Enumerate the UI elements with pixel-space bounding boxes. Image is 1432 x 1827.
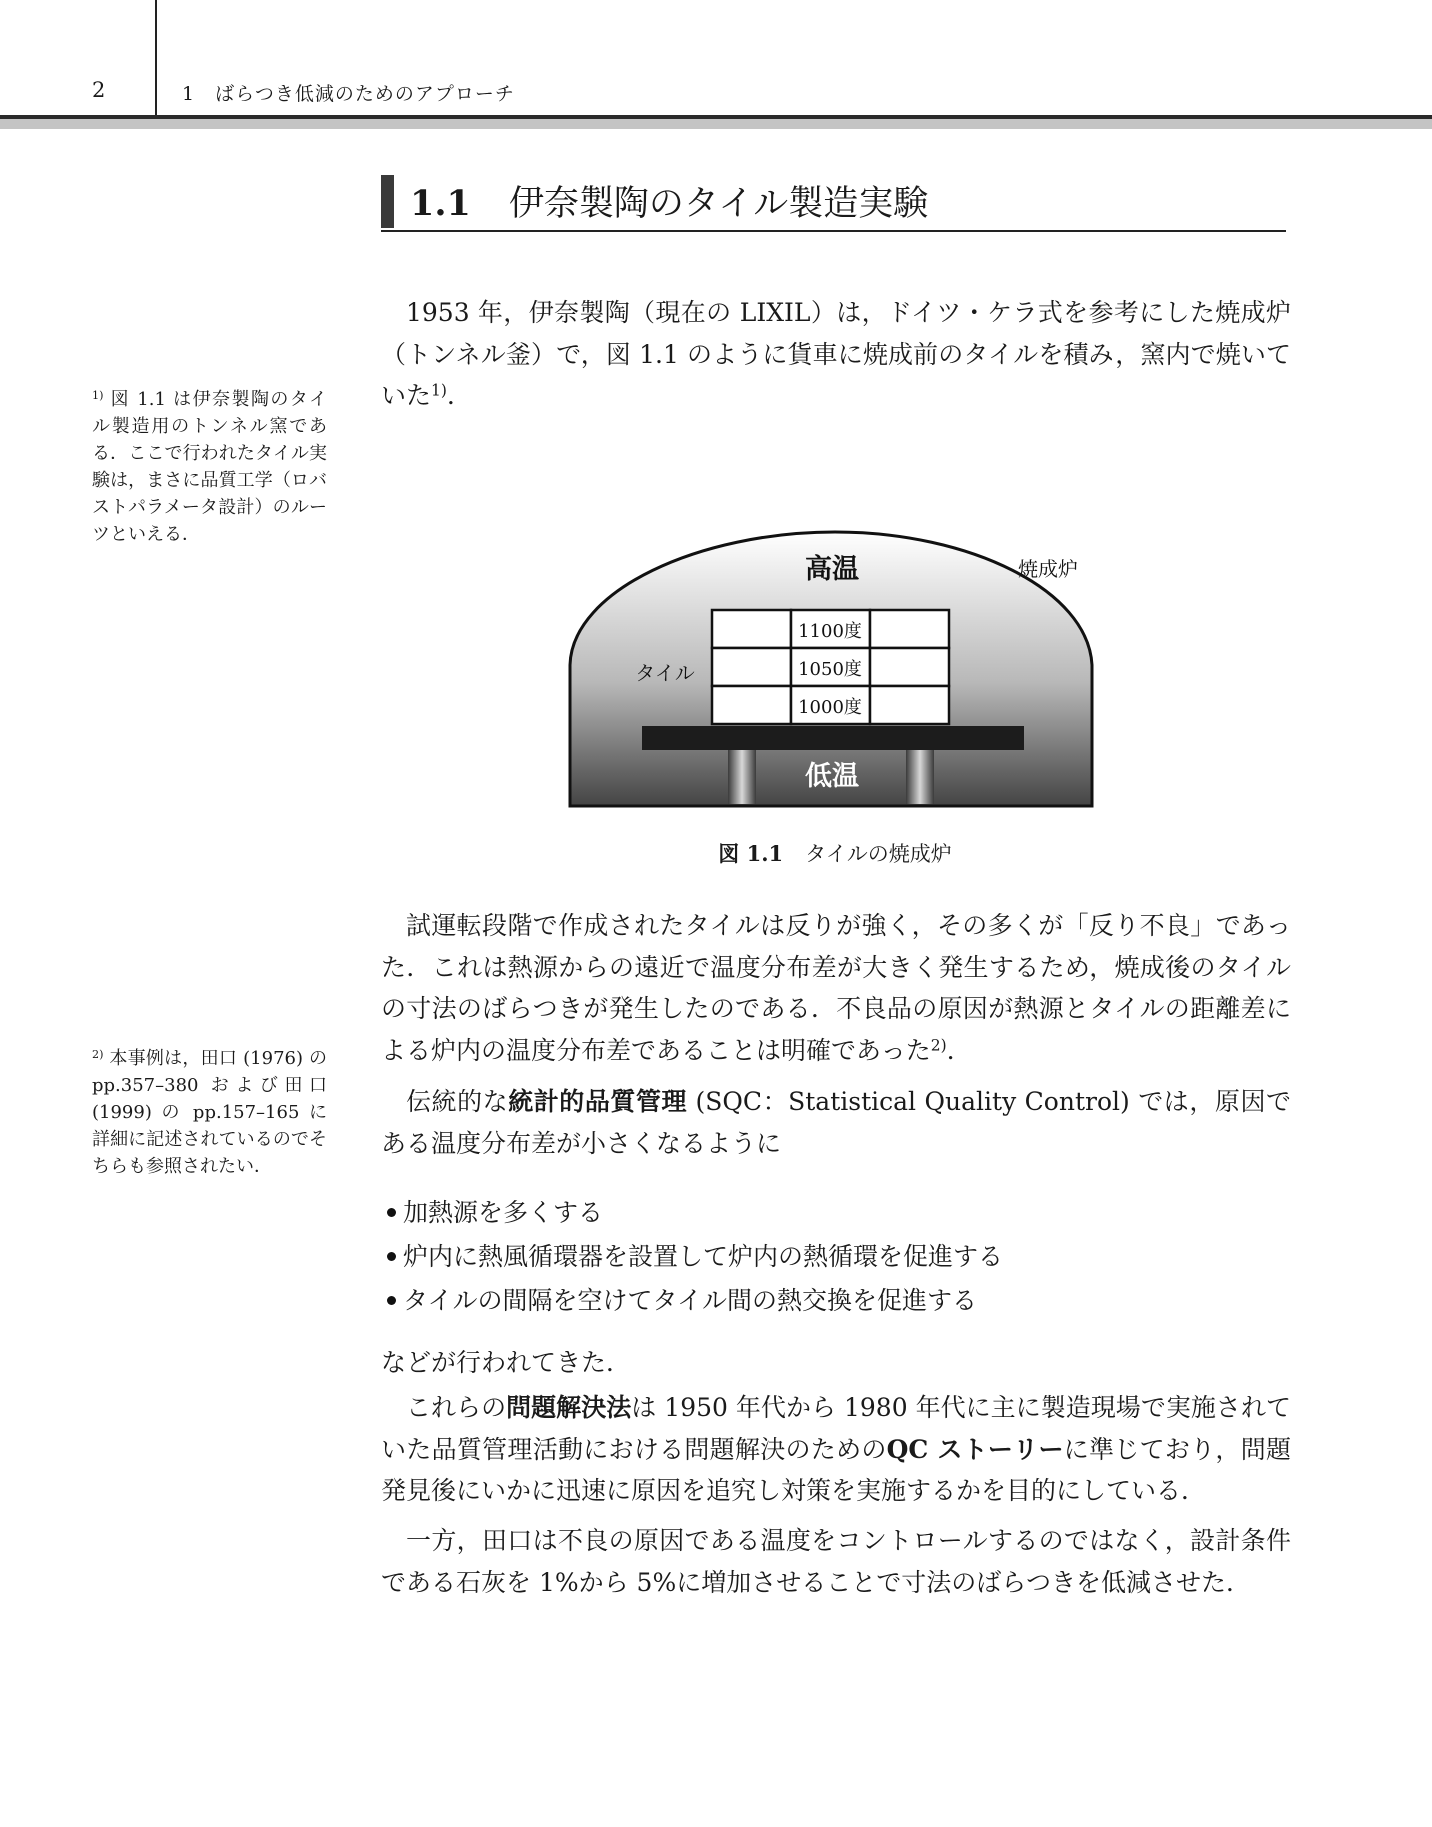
bullet-icon: [387, 1296, 396, 1305]
sidenote-1: $^{1)}$ 図 1.1 は伊奈製陶のタイル製造用のトンネル窯である．ここで行われたタイル実験は，まさに品質工学（ロバストパラメータ設計）のルーツといえる．: [92, 388, 327, 545]
paragraph-5: これらの問題解決法は 1950 年代から 1980 年代に主に製造現場で実施されていた品質管理活動における問題解決のためのQC ストーリーに準じており，問題発見後にいかに迅速に原因を追究し対策を実施するかを目的にしている．: [381, 1393, 1291, 1505]
bullet-icon: [387, 1208, 396, 1217]
tile-cell: [712, 648, 791, 686]
paragraph-6: 一方，田口は不良の原因である温度をコントロールするのではなく，設計条件である石灰を 1%から 5%に増加させることで寸法のばらつきを低減させた．: [381, 1526, 1291, 1597]
section-number: 1.1: [410, 183, 471, 224]
cart-wheel: [728, 750, 756, 804]
label-temp-top: 1100度: [798, 621, 862, 642]
term-story: ストーリー: [928, 1434, 1064, 1464]
label-tile: タイル: [635, 661, 695, 685]
tile-cell: [870, 686, 949, 724]
label-temp-bottom: 1000度: [798, 697, 862, 718]
footnote-ref-2: 2): [930, 1035, 947, 1054]
term-sqc: 統計的品質管理: [508, 1087, 688, 1116]
figure-caption-text: タイルの焼成炉: [805, 842, 952, 866]
section-title-text: 伊奈製陶のタイル製造実験: [508, 184, 929, 224]
section-rule: [381, 230, 1286, 232]
tile-cell: [712, 686, 791, 724]
figure-caption-label: 図 1.1: [718, 841, 784, 866]
term-problem-solving: 問題解決法: [506, 1393, 632, 1422]
cart-deck: [642, 726, 1024, 750]
term-qc: QC: [886, 1434, 929, 1464]
label-low-temp: 低温: [805, 761, 859, 792]
label-temp-mid: 1050度: [798, 659, 862, 680]
bullet-icon: [387, 1252, 396, 1261]
tile-cell: [712, 610, 791, 648]
figure-caption: [380, 838, 1290, 868]
tile-cell: [870, 648, 949, 686]
page-number: 2: [92, 78, 106, 102]
header-divider: [155, 0, 157, 118]
cart-wheel: [906, 750, 934, 804]
list-item: 炉内に熱風循環器を設置して炉内の熱循環を促進する: [381, 1235, 1291, 1279]
section-marker-bar: [381, 175, 394, 228]
running-title: 1 ばらつき低減のためのアプローチ: [182, 83, 515, 105]
header-band: [0, 119, 1432, 129]
section-title: [410, 176, 928, 226]
paragraph-4: などが行われてきた．: [381, 1348, 632, 1377]
label-furnace: 焼成炉: [1018, 557, 1078, 581]
paragraph-2: 試運転段階で作成されたタイルは反りが強く，その多くが「反り不良」であった．これは熱源からの遠近で温度分布差が大きく発生するため，焼成後のタイルの寸法のばらつきが発生したのである．不良品の原因が熱源とタイルの距離差による炉内の温度分布差であることは明確であった$^{2)}$．: [381, 911, 1291, 1065]
paragraph-3: 伝統的な統計的品質管理 (SQC：Statistical Quality Control) では，原因である温度分布差が小さくなるように: [381, 1087, 1291, 1158]
kiln-figure: [560, 520, 1120, 820]
tile-cell: [870, 610, 949, 648]
list-item: タイルの間隔を空けてタイル間の熱交換を促進する: [381, 1279, 1291, 1323]
list-item: 加熱源を多くする: [381, 1191, 1291, 1235]
paragraph-1: 1953 年，伊奈製陶（現在の LIXIL）は，ドイツ・ケラ式を参考にした焼成炉（トンネル釜）で，図 1.1 のように貨車に焼成前のタイルを積み，窯内で焼いていた$^{1)}$．: [381, 298, 1291, 410]
sidenote-2: $^{2)}$ 本事例は，田口 (1976) の pp.357–380 および田口 (1999) の pp.157–165 に詳細に記述されているのでそちらも参照されたい．: [92, 1047, 327, 1177]
footnote-ref-1: 1): [431, 381, 447, 400]
label-high-temp: 高温: [805, 554, 859, 585]
bullet-list: [381, 1191, 1291, 1323]
